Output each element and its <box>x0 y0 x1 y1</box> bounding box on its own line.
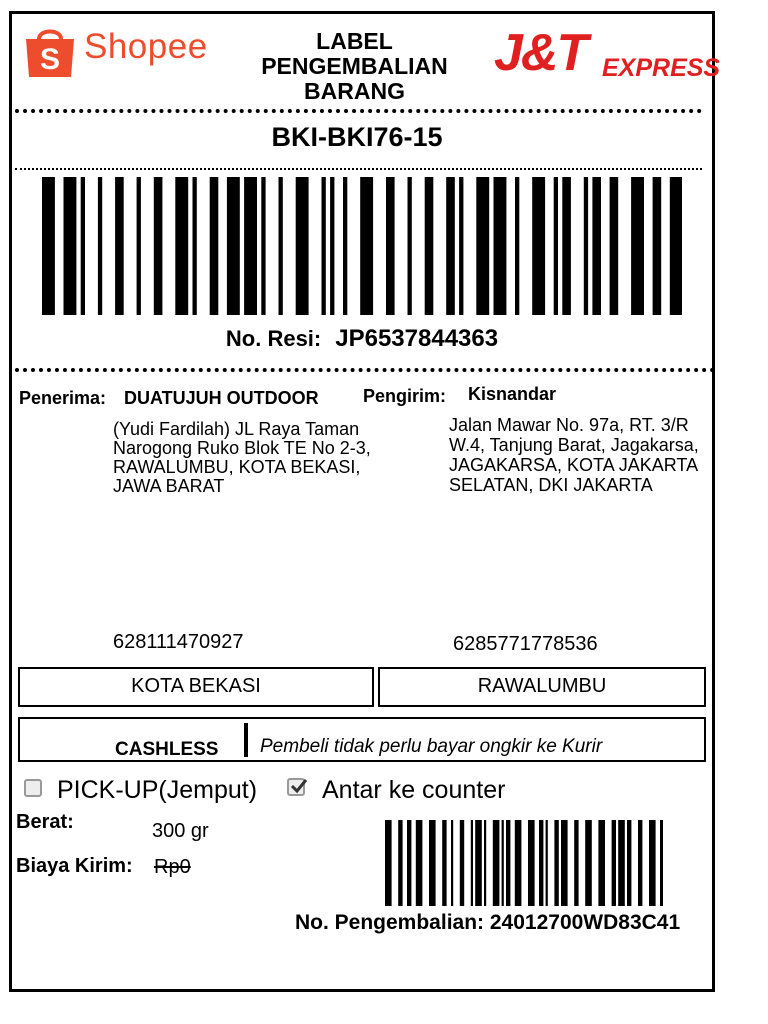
title-line: PENGEMBALIAN <box>261 53 448 79</box>
barcode-bar <box>598 820 605 906</box>
barcode-bar <box>627 820 631 906</box>
barcode-bar <box>493 820 500 906</box>
label-title <box>237 29 472 104</box>
sender-label: Pengirim: <box>363 386 447 406</box>
barcode-bar <box>98 177 102 315</box>
sort-code: BKI-BKI76-15 <box>271 122 443 152</box>
barcode-bar <box>532 177 545 315</box>
barcode-bar <box>528 820 535 906</box>
checkmark-icon <box>289 777 309 797</box>
sender-name: Kisnandar <box>468 384 557 404</box>
divider <box>15 368 715 372</box>
barcode-bar <box>638 820 642 906</box>
barcode-bar <box>554 820 558 906</box>
barcode-bar <box>653 177 662 315</box>
barcode-bar <box>425 177 434 315</box>
barcode-bar <box>398 820 402 906</box>
barcode-bar <box>416 820 423 906</box>
barcode-bar <box>506 820 510 906</box>
express-wordmark: EXPRESS <box>602 54 721 82</box>
barcode-bar <box>631 177 644 315</box>
barcode-bar <box>115 177 124 315</box>
barcode-bar <box>442 820 446 906</box>
tracking-value: JP6537844363 <box>335 325 499 352</box>
barcode-bar <box>494 177 507 315</box>
weight-value: 300 gr <box>152 820 209 842</box>
destination-district: RAWALUMBU <box>378 667 706 707</box>
barcode-bar <box>408 177 412 315</box>
barcode-bar <box>515 820 522 906</box>
tracking-barcode <box>42 177 682 315</box>
barcode-bar <box>612 820 616 906</box>
barcode-bar <box>475 820 482 906</box>
jt-express-logo <box>492 24 721 86</box>
barcode-bar <box>64 177 77 315</box>
recipient-address: (Yudi Fardilah) JL Raya Taman Narogong Ruko Blok TE No 2-3, RAWALUMBU, KOTA BEKASI, JAWA BARAT <box>113 419 371 496</box>
barcode-bar <box>610 177 619 315</box>
tracking-number <box>12 325 712 353</box>
barcode-bar <box>137 177 141 315</box>
barcode-bar <box>670 177 682 315</box>
shipping-cost-label: Biaya Kirim: <box>16 855 133 877</box>
return-barcode <box>385 820 663 906</box>
barcode-bar <box>429 820 436 906</box>
barcode-bar <box>296 177 309 315</box>
divider <box>15 109 702 113</box>
barcode-bar <box>584 177 588 315</box>
barcode-bar <box>154 177 163 315</box>
title-line: LABEL <box>316 28 393 54</box>
barcode-bar <box>261 177 265 315</box>
sender-address: Jalan Mawar No. 97a, RT. 3/RW.4, Tanjung Barat, Jagakarsa, JAGAKARSA, KOTA JAKARTA SELATAN, DKI JAKARTA <box>449 415 699 495</box>
barcode-bar <box>476 177 489 315</box>
payment-box <box>18 717 706 762</box>
barcode-bar <box>244 177 257 315</box>
divider <box>15 168 702 170</box>
shopee-logo <box>22 23 222 81</box>
payment-divider <box>244 723 248 757</box>
payment-type: CASHLESS <box>115 739 219 760</box>
recipient-phone: 628111470927 <box>113 631 244 653</box>
barcode-bar <box>471 820 473 906</box>
barcode-bar <box>554 177 558 315</box>
barcode-bar <box>407 820 411 906</box>
barcode-bar <box>227 177 240 315</box>
shopping-bag-icon <box>22 23 78 81</box>
pickup-checkbox[interactable] <box>24 779 42 797</box>
barcode-bar <box>193 177 197 315</box>
barcode-bar <box>484 820 486 906</box>
tracking-label: No. Resi: <box>225 326 322 351</box>
title-line: BARANG <box>304 78 405 104</box>
barcode-bar <box>502 820 504 906</box>
barcode-bar <box>460 820 464 906</box>
destination-city: KOTA BEKASI <box>18 667 374 707</box>
weight-label: Berat: <box>16 811 74 833</box>
recipient-name: DUATUJUH OUTDOOR <box>124 388 319 408</box>
barcode-bar <box>343 177 347 315</box>
barcode-bar <box>592 177 601 315</box>
counter-label: Antar ke counter <box>322 776 506 804</box>
return-number: No. Pengembalian: 24012700WD83C41 <box>295 911 681 934</box>
barcode-bar <box>574 820 578 906</box>
payment-note: Pembeli tidak perlu bayar ongkir ke Kurir <box>260 736 603 757</box>
barcode-bar <box>279 177 283 315</box>
barcode-bar <box>210 177 219 315</box>
barcode-bar <box>386 177 395 315</box>
svg-text:S: S <box>39 43 61 76</box>
barcode-bar <box>660 820 663 906</box>
pickup-label: PICK-UP(Jemput) <box>57 776 258 804</box>
barcode-bar <box>175 177 188 315</box>
barcode-bar <box>446 177 455 315</box>
barcode-bar <box>42 177 55 315</box>
counter-checkbox[interactable] <box>287 778 305 796</box>
barcode-bar <box>618 820 625 906</box>
barcode-bar <box>451 820 453 906</box>
barcode-bar <box>459 177 463 315</box>
barcode-bar <box>360 177 373 315</box>
barcode-bar <box>81 177 85 315</box>
shipping-cost-value: Rp0 <box>154 856 191 878</box>
barcode-bar <box>330 177 334 315</box>
shopee-wordmark: Shopee <box>84 27 208 66</box>
barcode-bar <box>562 177 571 315</box>
barcode-bar <box>546 820 548 906</box>
jt-wordmark: J&T <box>494 24 587 82</box>
barcode-bar <box>515 177 519 315</box>
barcode-bar <box>649 820 656 906</box>
barcode-bar <box>322 177 326 315</box>
barcode-bar <box>385 820 392 906</box>
recipient-label: Penerima: <box>19 388 107 408</box>
barcode-bar <box>561 820 568 906</box>
return-shipping-label <box>9 11 721 992</box>
barcode-bar <box>539 820 543 906</box>
sender-phone: 6285771778536 <box>453 633 598 655</box>
barcode-bar <box>585 820 592 906</box>
